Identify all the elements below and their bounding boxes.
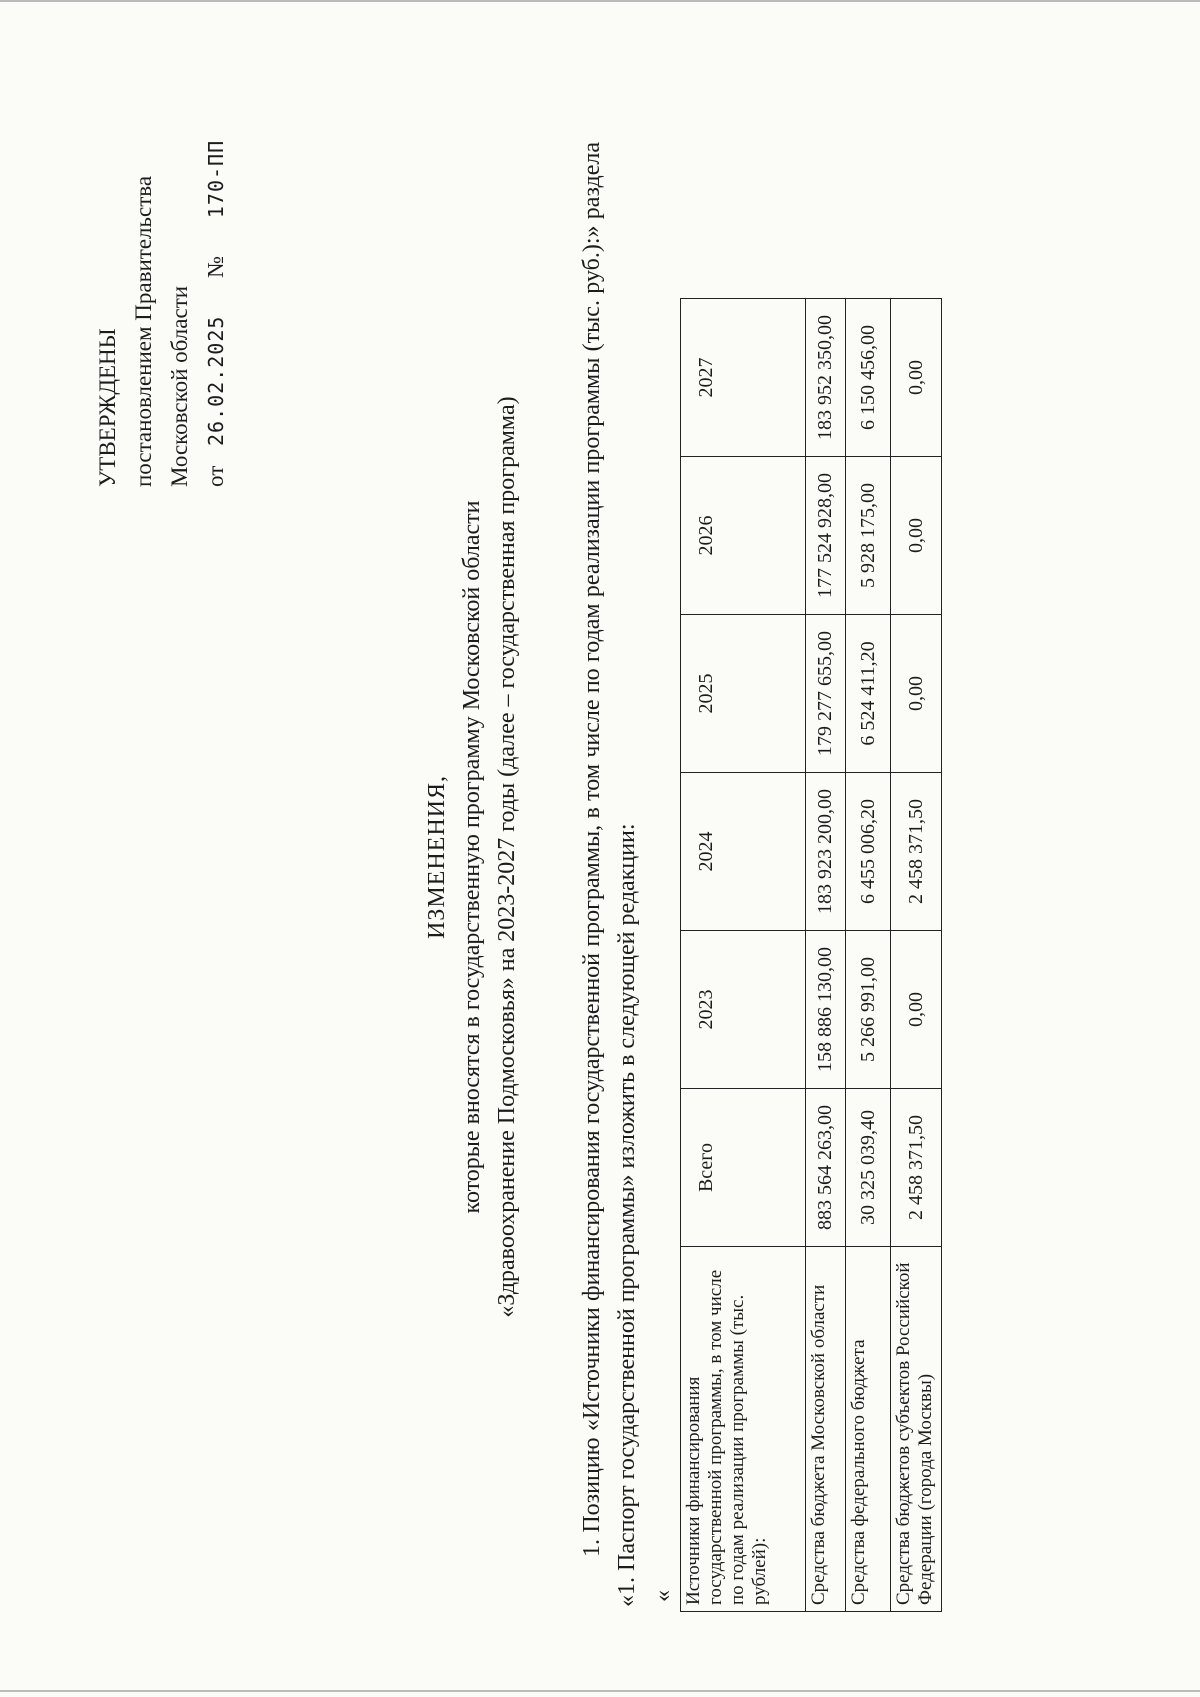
table-cell: 0,00 xyxy=(891,615,942,773)
date-prefix: от xyxy=(203,465,228,487)
table-cell: 179 277 655,00 xyxy=(806,615,846,773)
table-cell: 183 952 350,00 xyxy=(806,299,846,457)
approval-date-line xyxy=(198,57,234,487)
table-cell: 6 455 006,20 xyxy=(846,773,891,931)
header-cell-2024: 2024 xyxy=(681,773,806,931)
table-cell: 0,00 xyxy=(891,931,942,1089)
approval-line-government: постановлением Правительства xyxy=(131,175,156,487)
financing-table xyxy=(680,298,942,1612)
table-cell: 158 886 130,00 xyxy=(806,931,846,1089)
approval-title: УТВЕРЖДЕНЫ xyxy=(95,328,120,487)
table-cell: 5 928 175,00 xyxy=(846,457,891,615)
number-sign: № xyxy=(203,255,228,278)
heading-line-2: которые вносятся в государственную программу Московской области xyxy=(459,500,485,1214)
document-title: ИЗМЕНЕНИЯ, xyxy=(424,774,450,940)
table-row xyxy=(806,299,846,1612)
heading-line-3: «Здравоохранение Подмосковья» на 2023-2027 годы (далее – государственная программа) xyxy=(494,396,520,1318)
table-cell: 5 266 991,00 xyxy=(846,931,891,1089)
table-cell: 883 564 263,00 xyxy=(806,1089,846,1247)
table-row xyxy=(891,299,942,1612)
header-cell-2023: 2023 xyxy=(681,931,806,1089)
header-label-cell: Источники финансирования государственной программы, в том числе по годам реализации программы (тыс. рублей): xyxy=(681,1247,806,1612)
table-cell: 0,00 xyxy=(891,299,942,457)
table-header-row xyxy=(681,299,806,1612)
approval-number: 170-ПП xyxy=(204,139,228,219)
table-cell: 30 325 039,40 xyxy=(846,1089,891,1247)
paragraph-text: 1. Позицию «Источники финансирования государственной программы, в том числе по годам реализации программы (тыс. руб.):» раздела «1. Паспорт государственной программы» изложить в следующей редакции: xyxy=(579,142,640,1607)
approval-stamp xyxy=(90,57,234,487)
header-cell-2026: 2026 xyxy=(681,457,806,615)
table-cell: 183 923 200,00 xyxy=(806,773,846,931)
row-label: Средства федерального бюджета xyxy=(846,1247,891,1612)
opening-quote: « xyxy=(650,1590,676,1602)
scan-edge-bottom xyxy=(0,1690,1200,1692)
table-row xyxy=(846,299,891,1612)
table-cell: 6 524 411,20 xyxy=(846,615,891,773)
table-cell: 2 458 371,50 xyxy=(891,1089,942,1247)
approval-date: 26.02.2025 xyxy=(204,315,228,446)
header-cell-2025: 2025 xyxy=(681,615,806,773)
header-cell-total: Всего xyxy=(681,1089,806,1247)
document-heading xyxy=(420,137,525,1577)
table-cell: 2 458 371,50 xyxy=(891,773,942,931)
row-label: Средства бюджетов субъектов Российской Федерации (города Москвы) xyxy=(891,1247,942,1612)
table-cell: 177 524 928,00 xyxy=(806,457,846,615)
row-label: Средства бюджета Московской области xyxy=(806,1247,846,1612)
body-paragraph xyxy=(575,142,645,1607)
header-cell-2027: 2027 xyxy=(681,299,806,457)
approval-line-region: Московской области xyxy=(167,285,192,487)
table-cell: 0,00 xyxy=(891,457,942,615)
scan-edge-top xyxy=(0,0,1200,2)
table-cell: 6 150 456,00 xyxy=(846,299,891,457)
